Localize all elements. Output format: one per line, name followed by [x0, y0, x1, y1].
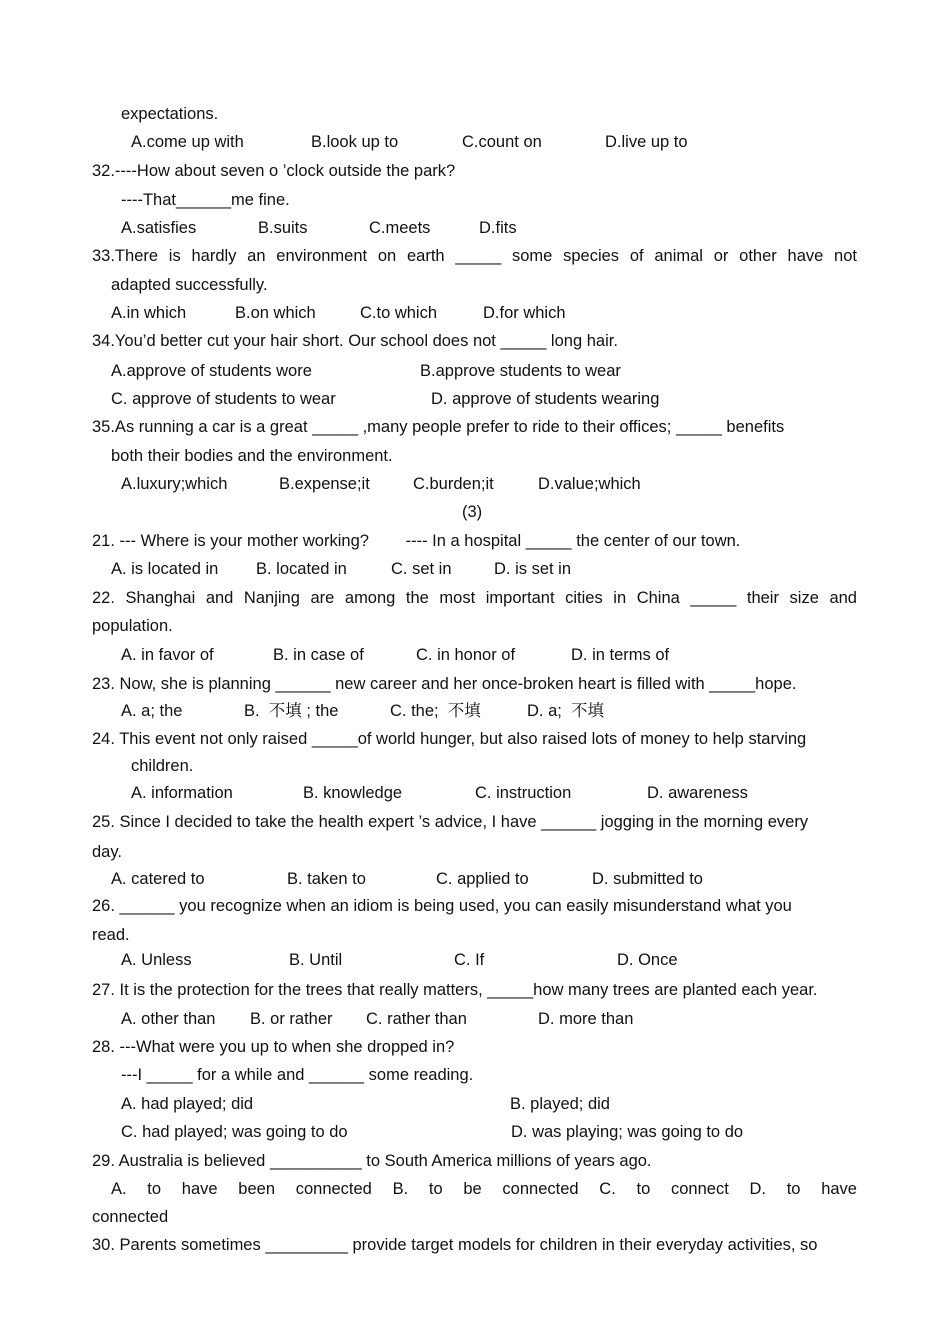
option-b: B. 不填 ; the: [244, 702, 339, 720]
question-29-options: A. to have been connected B. to be connected C. to connect D. to have: [111, 1180, 857, 1198]
option-b: B.look up to: [311, 133, 399, 151]
option-a: A. Unless: [121, 951, 192, 969]
question-26: 26. ______ you recognize when an idiom is being used, you can easily misunderstand what you: [92, 897, 792, 915]
question-35-line2: both their bodies and the environment.: [111, 447, 393, 465]
option-c: C. applied to: [436, 870, 529, 888]
option-b: B.expense;it: [279, 475, 370, 493]
option-d: D. is set in: [494, 560, 572, 578]
question-33: 33.There is hardly an environment on earth _____ some species of animal or other have not: [92, 247, 857, 265]
option-b: B.on which: [235, 304, 316, 322]
option-c: C. rather than: [366, 1010, 467, 1028]
option-a: A. a; the: [121, 702, 183, 720]
option-d: D. awareness: [647, 784, 748, 802]
question-28-line2: ---I _____ for a while and ______ some reading.: [121, 1066, 474, 1084]
question-25-line2: day.: [92, 843, 122, 861]
question-24: 24. This event not only raised _____of world hunger, but also raised lots of money to help starving: [92, 730, 807, 748]
option-d: D. in terms of: [571, 646, 670, 664]
option-b: B. taken to: [287, 870, 366, 888]
option-a: A. in favor of: [121, 646, 214, 664]
option-c: C.count on: [462, 133, 542, 151]
option-a: A. catered to: [111, 870, 205, 888]
question-29-line2: connected: [92, 1208, 169, 1226]
option-d: D.for which: [483, 304, 566, 322]
question-text: expectations.: [121, 105, 219, 123]
option-a: A.luxury;which: [121, 475, 228, 493]
option-c: C. instruction: [475, 784, 572, 802]
option-d: D. a; 不填: [527, 702, 605, 720]
option-c: C. in honor of: [416, 646, 516, 664]
option-b: B. or rather: [250, 1010, 333, 1028]
option-b: B. in case of: [273, 646, 364, 664]
question-22-line2: population.: [92, 617, 173, 635]
option-b: B. knowledge: [303, 784, 403, 802]
option-b: B.approve students to wear: [420, 362, 621, 380]
option-c: C. the; 不填: [390, 702, 481, 720]
option-a: A. information: [131, 784, 233, 802]
section-heading: (3): [462, 503, 483, 521]
option-c: C.burden;it: [413, 475, 494, 493]
option-a: A.in which: [111, 304, 187, 322]
option-b: B. played; did: [510, 1095, 610, 1113]
question-33-line2: adapted successfully.: [111, 276, 268, 294]
question-21: 21. --- Where is your mother working? ---- In a hospital _____ the center of our town.: [92, 532, 741, 550]
question-24-line2: children.: [131, 757, 194, 775]
option-d: D. submitted to: [592, 870, 703, 888]
option-a: A.approve of students wore: [111, 362, 312, 380]
question-22: 22. Shanghai and Nanjing are among the most important cities in China _____ their size and: [92, 589, 857, 607]
option-d: D. Once: [617, 951, 678, 969]
option-a: A. other than: [121, 1010, 216, 1028]
option-d: D.value;which: [538, 475, 641, 493]
question-25: 25. Since I decided to take the health expert ’s advice, I have ______ jogging in the morning every: [92, 813, 809, 831]
option-d: D.live up to: [605, 133, 688, 151]
question-27: 27. It is the protection for the trees that really matters, _____how many trees are planted each year.: [92, 981, 818, 999]
question-30: 30. Parents sometimes _________ provide target models for children in their everyday activities, so: [92, 1236, 818, 1254]
question-35: 35.As running a car is a great _____ ,many people prefer to ride to their offices; _____ benefits: [92, 418, 785, 436]
question-34: 34.You’d better cut your hair short. Our school does not _____ long hair.: [92, 332, 618, 350]
option-c: C. set in: [391, 560, 452, 578]
option-b: B. located in: [256, 560, 347, 578]
option-a: A. is located in: [111, 560, 219, 578]
option-d: D.fits: [479, 219, 517, 237]
question-28: 28. ---What were you up to when she dropped in?: [92, 1038, 455, 1056]
option-b: B.suits: [258, 219, 308, 237]
question-23: 23. Now, she is planning ______ new career and her once-broken heart is filled with _____hope.: [92, 675, 797, 693]
option-b: B. Until: [289, 951, 343, 969]
option-c: C. approve of students to wear: [111, 390, 336, 408]
option-a: A.satisfies: [121, 219, 197, 237]
option-c: C. had played; was going to do: [121, 1123, 348, 1141]
question-32-line2: ----That______me fine.: [121, 191, 290, 209]
option-d: D. more than: [538, 1010, 634, 1028]
question-32: 32.----How about seven o ’clock outside the park?: [92, 162, 456, 180]
question-29: 29. Australia is believed __________ to South America millions of years ago.: [92, 1152, 652, 1170]
option-c: C.meets: [369, 219, 431, 237]
question-26-line2: read.: [92, 926, 130, 944]
option-a: A.come up with: [131, 133, 244, 151]
option-d: D. approve of students wearing: [431, 390, 660, 408]
option-a: A. had played; did: [121, 1095, 254, 1113]
option-c: C.to which: [360, 304, 438, 322]
option-d: D. was playing; was going to do: [511, 1123, 744, 1141]
option-c: C. If: [454, 951, 485, 969]
